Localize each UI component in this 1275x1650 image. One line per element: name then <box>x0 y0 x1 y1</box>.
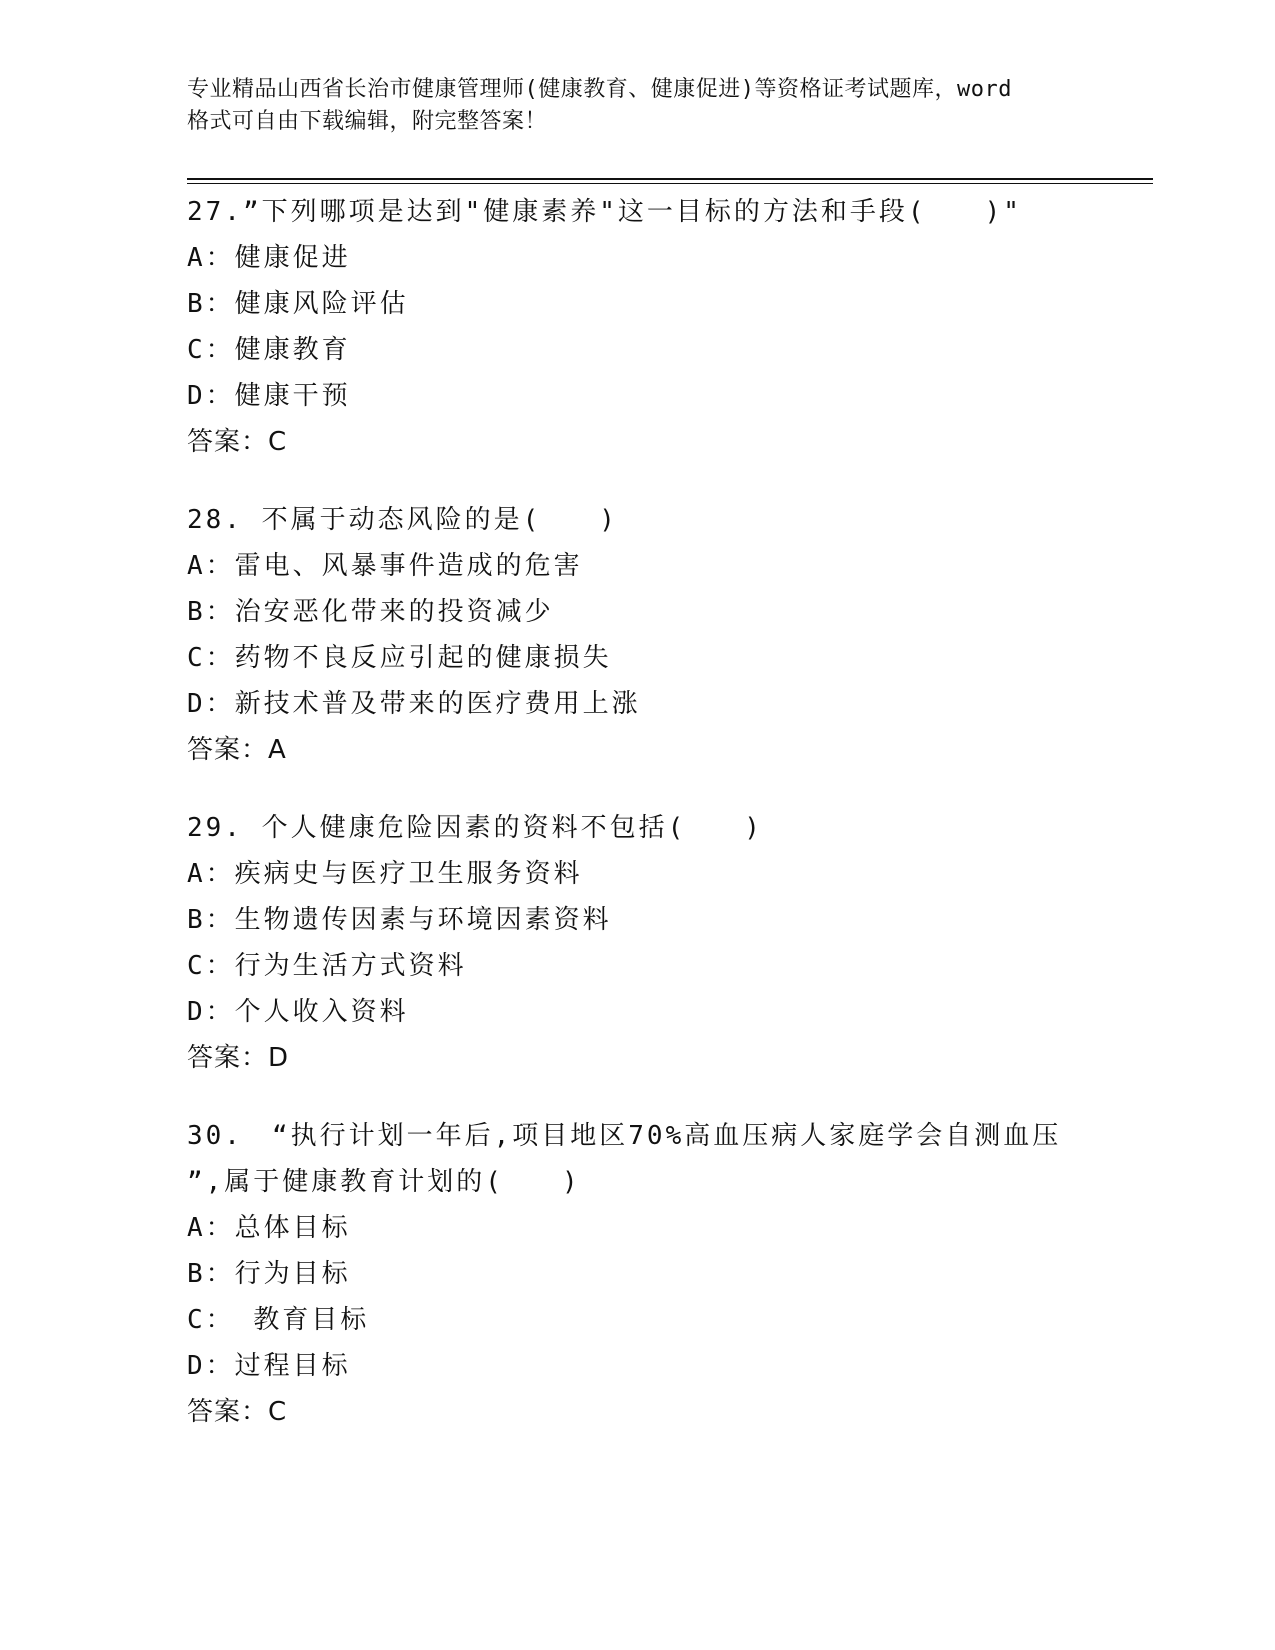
document-header <box>187 74 1087 138</box>
header-line-1: 专业精品山西省长治市健康管理师(健康教育、健康促进)等资格证考试题库，word <box>187 77 1012 102</box>
option-c: C： 教育目标 <box>187 1305 370 1335</box>
option-c: C：药物不良反应引起的健康损失 <box>187 643 612 673</box>
answer: 答案：C <box>187 1397 288 1427</box>
option-d: D：过程目标 <box>187 1351 351 1381</box>
question-stem: 30. “执行计划一年后,项目地区70%高血压病人家庭学会自测血压 ”,属于健康教育计划的( ) <box>187 1121 1062 1197</box>
question-list <box>187 189 1127 1467</box>
question-stem: 29. 个人健康危险因素的资料不包括( ) <box>187 813 763 843</box>
option-a: A：健康促进 <box>187 243 351 273</box>
question-28 <box>187 497 1127 773</box>
option-c: C：健康教育 <box>187 335 351 365</box>
option-b: B：健康风险评估 <box>187 289 409 319</box>
question-stem: 28. 不属于动态风险的是( ) <box>187 505 618 535</box>
option-b: B：生物遗传因素与环境因素资料 <box>187 905 612 935</box>
option-b: B：治安恶化带来的投资减少 <box>187 597 554 627</box>
option-a: A：总体目标 <box>187 1213 351 1243</box>
answer: 答案：A <box>187 735 287 765</box>
option-d: D：健康干预 <box>187 381 351 411</box>
option-a: A：雷电、风暴事件造成的危害 <box>187 551 583 581</box>
answer: 答案：D <box>187 1043 290 1073</box>
question-30 <box>187 1113 1127 1435</box>
header-divider-thin <box>187 183 1153 184</box>
option-a: A：疾病史与医疗卫生服务资料 <box>187 859 583 889</box>
question-27 <box>187 189 1127 465</box>
option-c: C：行为生活方式资料 <box>187 951 467 981</box>
question-29 <box>187 805 1127 1081</box>
question-stem: 27.”下列哪项是达到"健康素养"这一目标的方法和手段( )" <box>187 197 1022 227</box>
option-d: D：个人收入资料 <box>187 997 409 1027</box>
header-line-2: 格式可自由下载编辑，附完整答案！ <box>187 109 548 134</box>
answer: 答案：C <box>187 427 288 457</box>
header-divider-thick <box>187 178 1153 180</box>
option-d: D：新技术普及带来的医疗费用上涨 <box>187 689 641 719</box>
option-b: B：行为目标 <box>187 1259 351 1289</box>
